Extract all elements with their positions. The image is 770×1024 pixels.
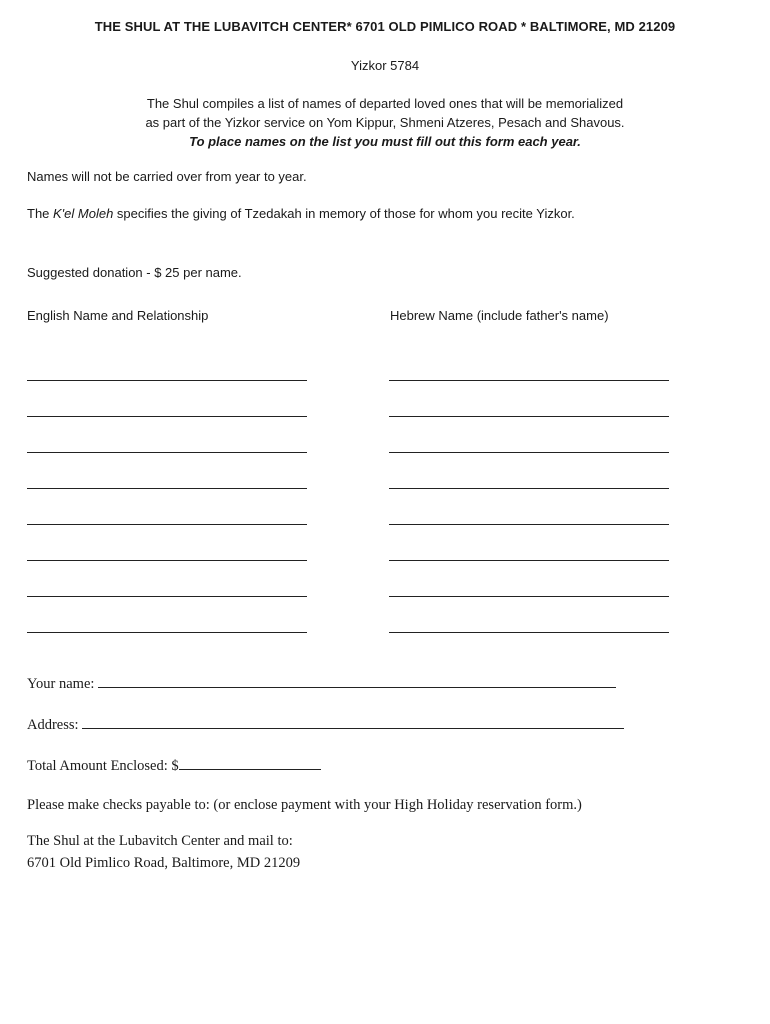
total-amount-label: Total Amount Enclosed: $ — [27, 758, 179, 774]
form-header-title: THE SHUL AT THE LUBAVITCH CENTER* 6701 OLD PIMLICO ROAD * BALTIMORE, MD 21209 — [94, 19, 676, 34]
english-name-line[interactable] — [27, 524, 307, 525]
donation-note: Suggested donation - $ 25 per name. — [27, 265, 242, 280]
hebrew-name-line[interactable] — [389, 452, 669, 453]
english-name-line[interactable] — [27, 380, 307, 381]
address-row — [27, 716, 624, 734]
hebrew-name-line[interactable] — [389, 416, 669, 417]
kel-moleh-prefix: The — [27, 206, 54, 221]
hebrew-name-line[interactable] — [389, 524, 669, 525]
your-name-label: Your name: — [27, 676, 95, 692]
english-name-line[interactable] — [27, 596, 307, 597]
kel-moleh-suffix: specifies the giving of Tzedakah in memory of those for whom you recite Yizkor. — [113, 206, 575, 221]
address-label: Address: — [27, 717, 79, 733]
your-name-row — [27, 675, 616, 693]
mailing-address-line: 6701 Old Pimlico Road, Baltimore, MD 21209 — [27, 855, 301, 871]
total-amount-field[interactable] — [179, 757, 321, 770]
hebrew-name-line[interactable] — [389, 596, 669, 597]
english-name-line[interactable] — [27, 632, 307, 633]
carry-over-note: Names will not be carried over from year to year. — [27, 169, 307, 184]
hebrew-name-line[interactable] — [389, 380, 669, 381]
hebrew-name-line[interactable] — [389, 488, 669, 489]
total-amount-row — [27, 757, 321, 775]
english-name-column-header: English Name and Relationship — [27, 308, 209, 323]
english-name-line[interactable] — [27, 452, 307, 453]
english-name-line[interactable] — [27, 488, 307, 489]
english-name-line[interactable] — [27, 560, 307, 561]
english-name-line[interactable] — [27, 416, 307, 417]
checks-payable-note: Please make checks payable to: (or enclose payment with your High Holiday reservation form.) — [27, 797, 582, 813]
kel-moleh-note — [27, 206, 575, 221]
form-subtitle: Yizkor 5784 — [350, 58, 420, 73]
payee-line: The Shul at the Lubavitch Center and mail to: — [27, 833, 293, 849]
hebrew-name-line[interactable] — [389, 632, 669, 633]
intro-line-1: The Shul compiles a list of names of departed loved ones that will be memorialized — [146, 96, 624, 111]
your-name-field[interactable] — [98, 675, 616, 688]
intro-line-2: as part of the Yizkor service on Yom Kippur, Shmeni Atzeres, Pesach and Shavous. — [145, 115, 625, 130]
hebrew-name-line[interactable] — [389, 560, 669, 561]
address-field[interactable] — [82, 716, 624, 729]
hebrew-name-column-header: Hebrew Name (include father's name) — [390, 308, 609, 323]
intro-line-3: To place names on the list you must fill out this form each year. — [189, 134, 581, 149]
kel-moleh-term: K'el Moleh — [53, 206, 114, 221]
